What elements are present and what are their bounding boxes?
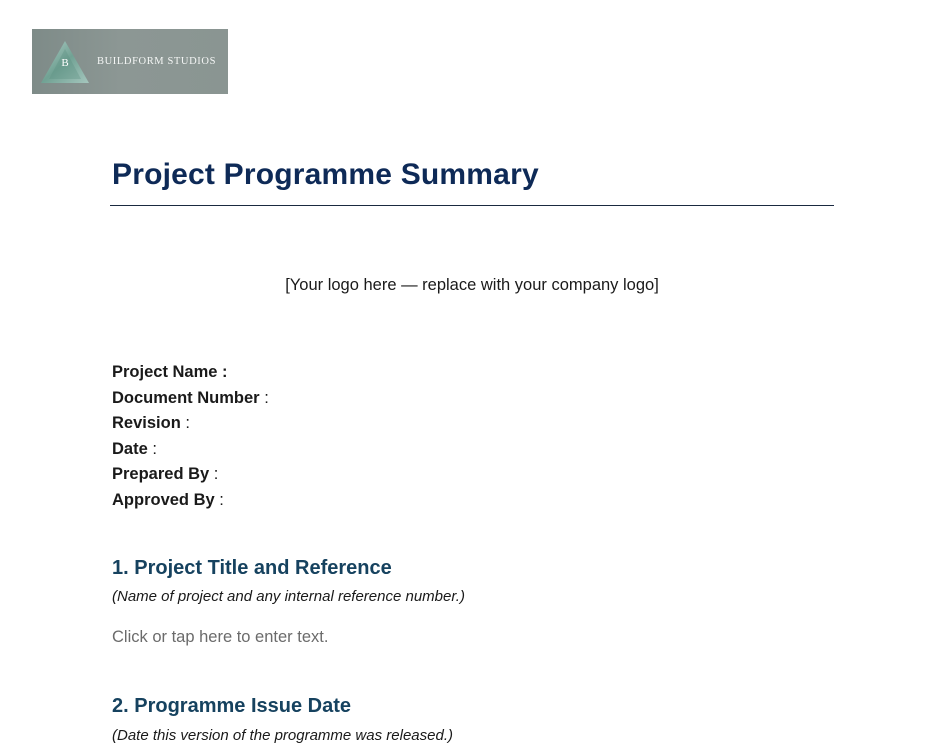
meta-prepared-by[interactable] (112, 462, 269, 488)
section-heading-issue-date: 2. Programme Issue Date (112, 695, 351, 717)
meta-separator: : (147, 439, 157, 458)
meta-date[interactable] (112, 437, 269, 463)
meta-label: Date (112, 439, 148, 458)
logo-letter: B (61, 56, 69, 69)
company-name: BUILDFORM STUDIOS (97, 56, 217, 67)
meta-label: Approved By (112, 490, 215, 509)
meta-label: Project Name (112, 363, 218, 381)
section-heading-project-title: 1. Project Title and Reference (112, 557, 392, 579)
meta-label: Document Number (112, 388, 260, 407)
section-note-project-title: (Name of project and any internal reference number.) (112, 588, 465, 605)
meta-document-number[interactable] (112, 386, 269, 412)
meta-separator: : (180, 414, 190, 433)
title-divider (110, 205, 834, 206)
logo-placeholder-text[interactable]: [Your logo here — replace with your company logo] (285, 276, 659, 294)
meta-approved-by[interactable] (112, 488, 269, 514)
meta-separator: : (217, 363, 228, 381)
meta-project-name[interactable] (112, 360, 269, 386)
meta-separator: : (214, 490, 224, 509)
meta-separator: : (209, 465, 219, 484)
meta-separator: : (259, 388, 269, 407)
meta-label: Prepared By (112, 465, 210, 484)
project-title-input[interactable]: Click or tap here to enter text. (112, 628, 329, 646)
document-metadata (112, 360, 269, 514)
section-note-issue-date: (Date this version of the programme was released.) (112, 727, 453, 744)
meta-label: Revision (112, 414, 181, 433)
page-title: Project Programme Summary (112, 158, 539, 191)
triangle-logo-icon (39, 39, 91, 85)
company-logo (32, 29, 228, 94)
meta-revision[interactable] (112, 411, 269, 437)
